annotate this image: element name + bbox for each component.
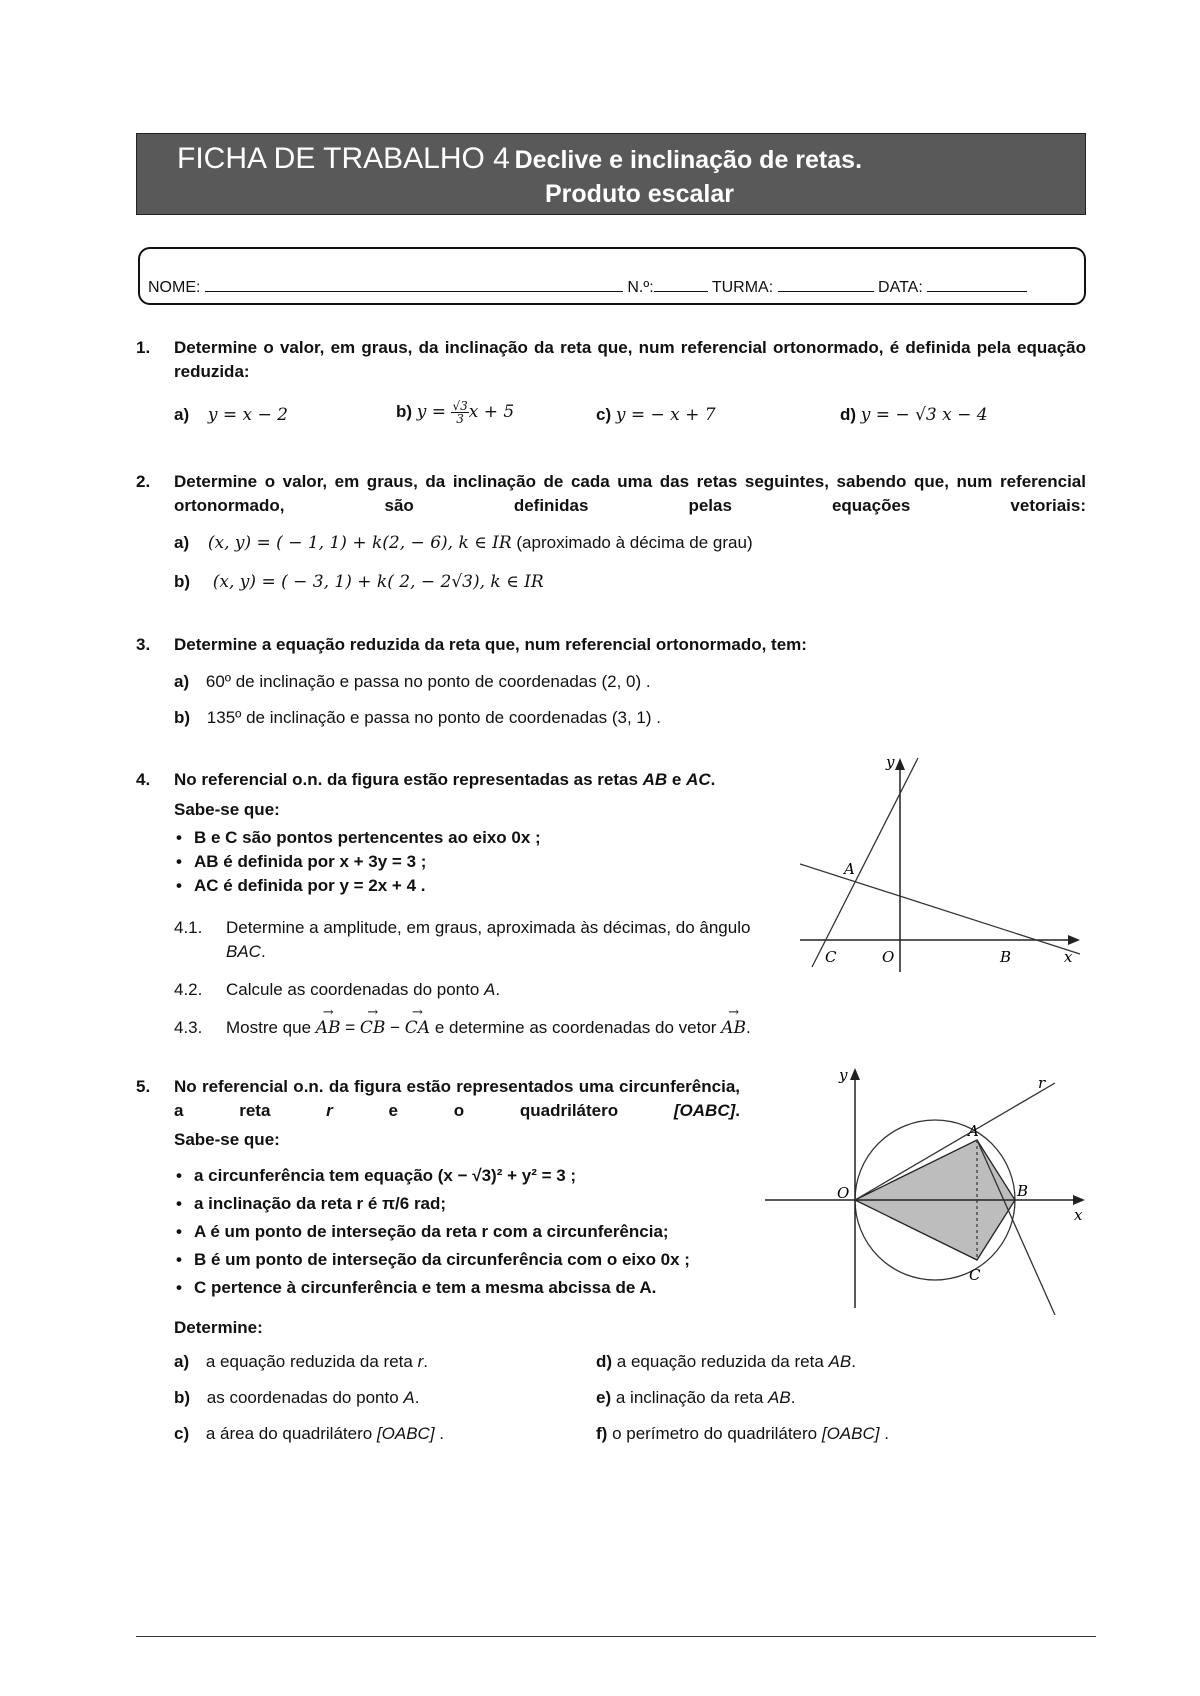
q4-1-text-body: Determine a amplitude, em graus, aproximada às décimas, do ângulo xyxy=(226,918,751,937)
q5-x-arrow-icon xyxy=(1073,1195,1085,1205)
q5-d-italic: AB xyxy=(828,1352,852,1371)
q3-a-label: a) xyxy=(174,672,190,691)
q5-label-x: x xyxy=(1074,1206,1083,1224)
q4-1-angle: BAC xyxy=(226,942,261,961)
q2-a-label: a) xyxy=(174,533,190,552)
footer-divider xyxy=(136,1636,1096,1637)
q5-label-o: O xyxy=(837,1184,850,1202)
q2-a-equation: (x, y) = ( − 1, 1) + k(2, − 6), k ∈ IR xyxy=(207,533,512,553)
q5-line-r: r xyxy=(326,1101,333,1120)
q5-f-end: . xyxy=(879,1424,889,1443)
q4-1-text xyxy=(226,916,791,964)
q1-c-equation: y = − x + 7 xyxy=(615,405,716,425)
q5-text-dot: . xyxy=(735,1101,740,1120)
q4-bullet-2: • AB é definida por x + 3y = 3 ; xyxy=(174,850,541,874)
q5-bullet-4: • B é um ponto de interseção da circunferência com o eixo 0x ; xyxy=(174,1246,690,1274)
q1-option-a xyxy=(174,405,288,425)
q2-b-label: b) xyxy=(174,572,191,591)
q4-2-end: . xyxy=(495,980,501,999)
q5-f-italic: [OABC] xyxy=(821,1424,880,1443)
q5-option-e xyxy=(596,1388,795,1408)
q5-bullet-1: • a circunferência tem equação (x − √3)² + y² = 3 ; xyxy=(174,1162,690,1190)
data-label: DATA: xyxy=(878,279,923,296)
q5-bullets xyxy=(174,1162,690,1302)
q5-d-text: a equação reduzida da reta xyxy=(616,1352,829,1371)
q4-y-arrow-icon xyxy=(895,758,905,770)
q4-3-mid: e determine as coordenadas do vetor xyxy=(430,1018,722,1037)
q4-text-dot: . xyxy=(710,770,716,789)
question-4-number: 4. xyxy=(136,770,151,789)
q1-d-equation: y = − √3 x − 4 xyxy=(860,405,988,425)
q5-option-b xyxy=(174,1388,419,1408)
q2-b-equation: (x, y) = ( − 3, 1) + k( 2, − 2√3), k ∈ IR xyxy=(212,572,544,592)
turma-field[interactable] xyxy=(778,277,874,292)
q4-1-end: . xyxy=(260,942,266,961)
q4-3-vector-ca: → CA xyxy=(405,1016,430,1040)
q5-y-arrow-icon xyxy=(850,1068,860,1080)
q5-label-a: A xyxy=(968,1122,979,1140)
question-4-text xyxy=(174,768,715,792)
q5-e-text: a inclinação da reta xyxy=(615,1388,769,1407)
q3-b-text: 135º de inclinação e passa no ponto de coordenadas (3, 1) . xyxy=(206,708,661,727)
q5-option-c xyxy=(174,1424,444,1444)
q4-3-vector-ab: → AB xyxy=(316,1016,341,1040)
q1-b-denominator: 3 xyxy=(456,412,464,426)
q3-a-text: 60º de inclinação e passa no ponto de coordenadas (2, 0) . xyxy=(205,672,651,691)
q4-3-number: 4.3. xyxy=(174,1018,203,1037)
q4-x-arrow-icon xyxy=(1068,935,1080,945)
q5-sabe: Sabe-se que: xyxy=(174,1130,280,1149)
q5-bullet-2: • a inclinação da reta r é π/6 rad; xyxy=(174,1190,690,1218)
q5-d-end: . xyxy=(851,1352,856,1371)
q4-3-text xyxy=(226,1016,751,1040)
q5-option-f xyxy=(596,1424,889,1444)
q4-sabe: Sabe-se que: xyxy=(174,800,280,819)
question-2-text: Determine o valor, em graus, da inclinação de cada uma das retas seguintes, sabendo que, num referencial ortonormado, são definidas pelas equações vetoriais: xyxy=(174,472,1086,515)
q5-a-end: . xyxy=(423,1352,428,1371)
q5-label-b: B xyxy=(1017,1182,1029,1200)
q5-label-y: y xyxy=(839,1066,848,1084)
q5-c-italic: [OABC] xyxy=(376,1424,435,1443)
q4-label-b: B xyxy=(1000,948,1012,966)
q5-f-text: o perímetro do quadrilátero xyxy=(612,1424,822,1443)
q5-quad: [OABC] xyxy=(673,1101,736,1120)
q3-option-b xyxy=(174,708,661,728)
worksheet-subtitle-2: Produto escalar xyxy=(545,180,734,208)
q5-b-end: . xyxy=(414,1388,420,1407)
q4-line-ac xyxy=(812,758,918,967)
question-1-number: 1. xyxy=(136,338,151,357)
q4-line-ab: AB xyxy=(642,770,668,789)
q1-a-label: a) xyxy=(174,405,190,424)
q4-figure xyxy=(800,752,1090,977)
q5-label-r: r xyxy=(1038,1074,1046,1092)
q1-b-eq-suffix: x + 5 xyxy=(468,401,515,422)
q5-bullet-5: • C pertence à circunferência e tem a mesma abcissa de A. xyxy=(174,1274,690,1302)
question-2-number: 2. xyxy=(136,472,151,491)
q5-bullet-3: • A é um ponto de interseção da reta r com a circunferência; xyxy=(174,1218,690,1246)
q2-option-a xyxy=(174,533,753,553)
q5-e-italic: AB xyxy=(768,1388,791,1407)
q5-b-label: b) xyxy=(174,1388,191,1407)
q4-line-ac: AC xyxy=(686,770,711,789)
q4-bullet-3: • AC é definida por y = 2x + 4 . xyxy=(174,874,541,898)
q2-a-note: (aproximado à décima de grau) xyxy=(511,533,753,552)
q1-b-fraction xyxy=(451,400,468,425)
q5-determine: Determine: xyxy=(174,1318,263,1337)
q5-c-label: c) xyxy=(174,1424,190,1443)
q4-label-o: O xyxy=(882,948,895,966)
q4-2-text-body: Calcule as coordenadas do ponto xyxy=(226,980,485,999)
q5-f-label: f) xyxy=(596,1424,608,1443)
q1-a-equation: y = x − 2 xyxy=(207,405,288,425)
question-1-text: Determine o valor, em graus, da inclinação da reta que, num referencial ortonormado, é definida pela equação reduzida: xyxy=(174,338,1086,381)
q5-a-label: a) xyxy=(174,1352,190,1371)
question-5-number: 5. xyxy=(136,1077,151,1096)
q4-3-vector-cb: → CB xyxy=(360,1016,386,1040)
q5-b-text: as coordenadas do ponto xyxy=(206,1388,404,1407)
q4-2-number: 4.2. xyxy=(174,980,203,999)
q5-figure xyxy=(765,1060,1095,1315)
data-field[interactable] xyxy=(927,277,1027,292)
q4-label-c: C xyxy=(825,948,837,966)
q4-1-number: 4.1. xyxy=(174,918,203,937)
worksheet-title: FICHA DE TRABALHO 4 xyxy=(177,142,510,175)
q4-2-text xyxy=(226,978,500,1002)
numero-label: N.º: xyxy=(627,279,654,296)
nome-label: NOME: xyxy=(148,279,201,296)
q5-e-end: . xyxy=(790,1388,796,1407)
numero-field[interactable] xyxy=(654,277,708,292)
q5-text-mid: e o quadrilátero xyxy=(332,1101,674,1120)
q4-3-pre: Mostre que xyxy=(226,1018,316,1037)
q5-text-pre: No referencial o.n. da figura estão representados uma circunferência, a reta xyxy=(174,1077,740,1120)
q4-label-y: y xyxy=(886,753,895,771)
q4-bullets xyxy=(174,826,541,898)
q5-a-text: a equação reduzida da reta xyxy=(205,1352,418,1371)
q4-3-minus: − xyxy=(385,1018,405,1037)
q4-bullet-1: • B e C são pontos pertencentes ao eixo 0x ; xyxy=(174,826,541,850)
q4-text-e: e xyxy=(667,770,687,789)
q4-label-x: x xyxy=(1064,948,1073,966)
q1-d-label: d) xyxy=(840,405,857,424)
q5-e-label: e) xyxy=(596,1388,612,1407)
q3-b-label: b) xyxy=(174,708,191,727)
worksheet-subtitle: Declive e inclinação de retas. xyxy=(514,146,863,174)
q3-option-a xyxy=(174,672,651,692)
q5-option-a xyxy=(174,1352,428,1372)
q5-b-italic: A xyxy=(403,1388,415,1407)
q1-option-d xyxy=(840,405,988,425)
q1-b-label: b) xyxy=(396,401,413,421)
q4-text-pre: No referencial o.n. da figura estão representadas as retas xyxy=(174,770,643,789)
question-3-number: 3. xyxy=(136,635,151,654)
q5-d-label: d) xyxy=(596,1352,613,1371)
nome-field[interactable] xyxy=(205,277,623,292)
q1-option-c xyxy=(596,405,716,425)
q2-option-b xyxy=(174,572,544,592)
q4-3-eq: = xyxy=(340,1018,360,1037)
q5-label-c: C xyxy=(969,1266,981,1284)
q1-b-eq-prefix: y = xyxy=(416,401,452,422)
student-info-box xyxy=(138,247,1086,305)
question-3-text: Determine a equação reduzida da reta que, num referencial ortonormado, tem: xyxy=(174,635,807,654)
title-banner xyxy=(136,133,1086,215)
q5-a-italic: r xyxy=(417,1352,424,1371)
turma-label: TURMA: xyxy=(711,279,774,296)
q5-option-d xyxy=(596,1352,856,1372)
q1-b-numerator: √3 xyxy=(452,399,468,413)
q1-option-b xyxy=(396,400,514,425)
q4-3-end: . xyxy=(745,1018,751,1037)
q5-c-text: a área do quadrilátero xyxy=(205,1424,377,1443)
q4-3-vector-ab-2: → AB xyxy=(721,1016,746,1040)
q4-label-a: A xyxy=(844,860,855,878)
q5-c-end: . xyxy=(434,1424,444,1443)
q1-c-label: c) xyxy=(596,405,612,424)
question-5-text xyxy=(174,1075,740,1123)
q4-2-point: A xyxy=(484,980,496,999)
